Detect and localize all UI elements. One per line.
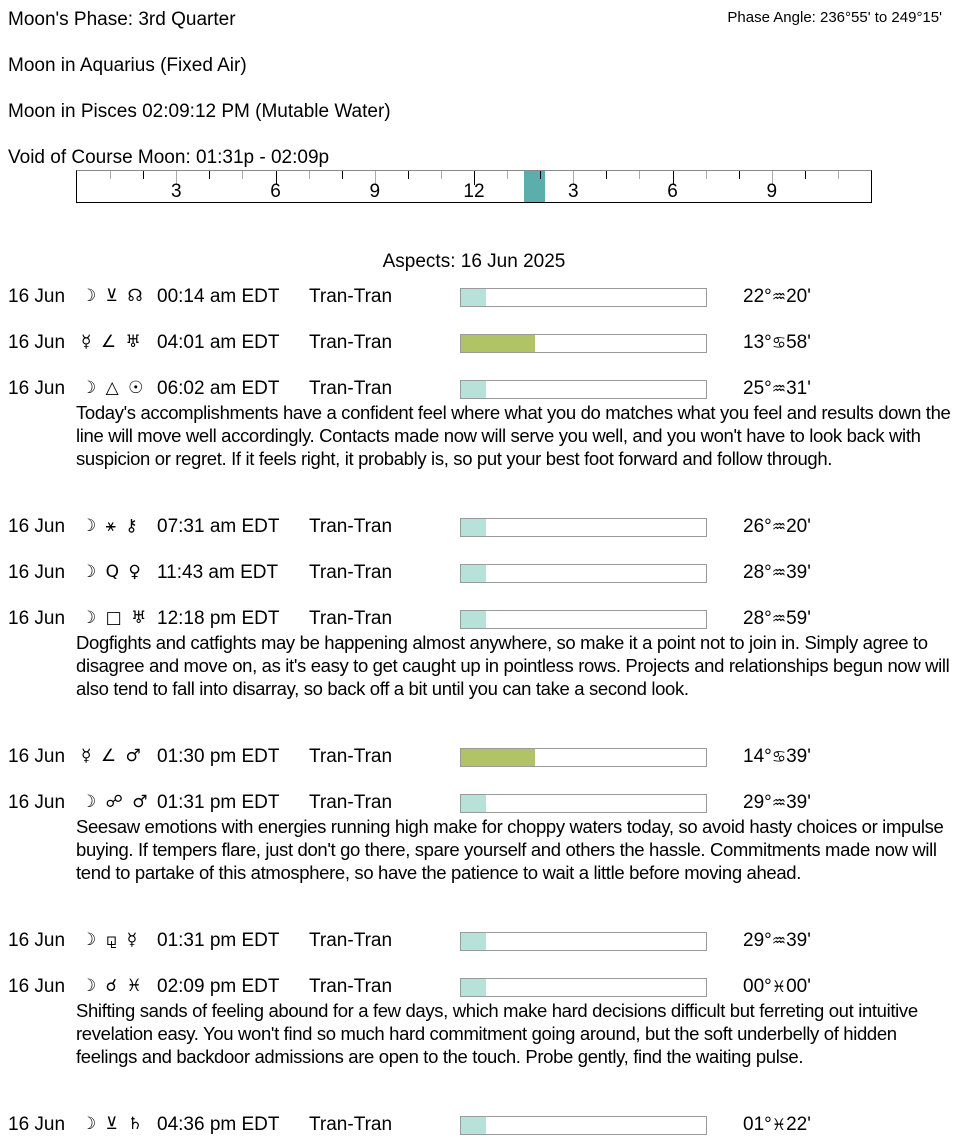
timeline-hour-label: 12 (463, 181, 485, 202)
position-degree: 26° (743, 516, 772, 537)
aspect-type: Tran-Tran (309, 378, 393, 399)
aspect-strength-bar (460, 932, 707, 951)
position-degree: 29° (743, 792, 772, 813)
aspects-title: Aspects: 16 Jun 2025 (382, 251, 566, 272)
position-minute: 39' (786, 930, 811, 951)
aspect-glyphs-icon: ☽ ⊻ ♄ (81, 1114, 145, 1134)
position-minute: 39' (786, 792, 811, 813)
aspect-row (0, 746, 970, 768)
timeline-hour-label: 9 (766, 181, 778, 202)
aspect-strength-fill (461, 565, 486, 582)
aspect-time: 07:31 am EDT (157, 516, 280, 537)
aspect-time: 04:36 pm EDT (157, 1114, 280, 1135)
aspect-row (0, 286, 970, 308)
aspect-row (0, 608, 970, 630)
position-minute: 58' (786, 332, 811, 353)
aspect-position (743, 378, 811, 400)
aspect-strength-fill (461, 335, 535, 352)
timeline-tick (342, 171, 343, 179)
aspect-strength-bar (460, 518, 707, 537)
timeline-tick (739, 171, 740, 179)
aspect-interpretation: Seesaw emotions with energies running high make for choppy waters today, so avoid hasty choices or impulse buying. If tempers flare, just don't go there, spare yourself and others the hassle. Commitments made now will tend to partake of this atmosphere, so have the patience to wait a little before moving ahead. (76, 816, 944, 883)
position-minute: 20' (786, 286, 811, 307)
position-degree: 25° (743, 378, 772, 399)
aspect-time: 11:43 am EDT (157, 562, 279, 583)
aspect-strength-bar (460, 610, 707, 629)
timeline-tick (408, 171, 409, 179)
aspect-date: 16 Jun (8, 286, 66, 307)
timeline-tick (309, 171, 310, 179)
aspect-date: 16 Jun (8, 746, 66, 767)
zodiac-sign-icon: ♒ (771, 563, 787, 582)
aspect-strength-fill (461, 289, 486, 306)
timeline-hour-label: 9 (369, 181, 381, 202)
aspect-row (0, 562, 970, 584)
aspect-row (0, 332, 970, 354)
aspect-glyphs-icon: ☿ ∠ ♅ (81, 332, 143, 352)
zodiac-sign-icon: ♒ (771, 517, 787, 536)
aspect-position (743, 562, 811, 584)
zodiac-sign-icon: ♒ (771, 793, 787, 812)
aspect-time: 00:14 am EDT (157, 286, 280, 307)
zodiac-sign-icon: ♒ (771, 379, 787, 398)
position-degree: 00° (743, 976, 772, 997)
aspect-time: 01:31 pm EDT (157, 930, 280, 951)
timeline-tick (209, 171, 210, 179)
position-minute: 39' (786, 746, 811, 767)
zodiac-sign-icon: ♓ (771, 1115, 787, 1134)
aspect-time: 01:31 pm EDT (157, 792, 280, 813)
aspect-type: Tran-Tran (309, 792, 393, 813)
position-minute: 00' (786, 976, 811, 997)
aspect-row (0, 516, 970, 538)
position-degree: 22° (743, 286, 772, 307)
timeline-tick (606, 171, 607, 179)
position-degree: 28° (743, 608, 772, 629)
aspect-row (0, 792, 970, 814)
aspect-type: Tran-Tran (309, 332, 393, 353)
aspect-strength-fill (461, 979, 486, 996)
moon-sign-current: Moon in Aquarius (Fixed Air) (8, 55, 247, 76)
aspect-type: Tran-Tran (309, 976, 393, 997)
aspect-position (743, 746, 811, 768)
aspect-position (743, 608, 811, 630)
timeline-tick (507, 171, 508, 179)
aspect-type: Tran-Tran (309, 1114, 393, 1135)
aspect-position (743, 976, 811, 998)
position-degree: 01° (743, 1114, 772, 1135)
void-period-highlight (524, 171, 545, 202)
aspect-strength-fill (461, 381, 486, 398)
position-minute: 31' (786, 378, 811, 399)
zodiac-sign-icon: ♋ (771, 747, 787, 766)
aspect-strength-bar (460, 794, 707, 813)
timeline-hour-label: 3 (170, 181, 182, 202)
moon-sign-ingress: Moon in Pisces 02:09:12 PM (Mutable Water) (8, 101, 391, 122)
aspect-type: Tran-Tran (309, 746, 393, 767)
position-minute: 20' (786, 516, 811, 537)
timeline-tick (838, 171, 839, 179)
aspect-date: 16 Jun (8, 1114, 66, 1135)
aspect-position (743, 286, 811, 308)
aspect-date: 16 Jun (8, 562, 66, 583)
aspect-position (743, 332, 811, 354)
void-of-course-timeline (76, 170, 872, 203)
aspect-type: Tran-Tran (309, 930, 393, 951)
aspect-strength-fill (461, 611, 486, 628)
aspect-date: 16 Jun (8, 332, 66, 353)
timeline-tick (110, 171, 111, 179)
aspect-time: 01:30 pm EDT (157, 746, 280, 767)
timeline-hour-label: 6 (270, 181, 281, 202)
position-degree: 13° (743, 332, 772, 353)
aspect-strength-bar (460, 748, 707, 767)
zodiac-sign-icon: ♓ (771, 977, 787, 996)
aspect-type: Tran-Tran (309, 286, 393, 307)
moon-phase: Moon's Phase: 3rd Quarter (8, 9, 236, 30)
phase-angle: Phase Angle: 236°55' to 249°15' (727, 9, 942, 26)
aspect-strength-bar (460, 380, 707, 399)
aspect-interpretation: Today's accomplishments have a confident feel where what you do matches what you feel and results down the line will move well accordingly. Contacts made now will serve you well, and you won't have to look back with suspicion or regret. If it feels right, it probably is, so put your best foot forward and follow through. (76, 402, 951, 469)
aspect-time: 12:18 pm EDT (157, 608, 280, 629)
aspect-glyphs-icon: ☽ △ ☉ (81, 378, 146, 398)
zodiac-sign-icon: ♋ (771, 333, 787, 352)
position-degree: 14° (743, 746, 772, 767)
zodiac-sign-icon: ♒ (771, 931, 787, 950)
aspect-date: 16 Jun (8, 378, 66, 399)
timeline-tick (540, 171, 541, 179)
zodiac-sign-icon: ♒ (771, 287, 787, 306)
aspect-strength-fill (461, 519, 486, 536)
aspect-time: 02:09 pm EDT (157, 976, 280, 997)
timeline-tick (805, 171, 806, 179)
timeline-tick (706, 171, 707, 179)
aspect-type: Tran-Tran (309, 562, 393, 583)
timeline-hour-label: 3 (567, 181, 579, 202)
timeline-tick (242, 171, 243, 179)
void-of-course: Void of Course Moon: 01:31p - 02:09p (8, 147, 330, 168)
aspect-position (743, 930, 811, 952)
aspect-date: 16 Jun (8, 976, 66, 997)
aspect-strength-bar (460, 564, 707, 583)
aspect-glyphs-icon: ☽ ⚹ ⚷ (81, 516, 140, 536)
timeline-tick (639, 171, 640, 179)
position-minute: 22' (786, 1114, 811, 1135)
aspect-row (0, 1114, 970, 1136)
position-minute: 39' (786, 562, 811, 583)
zodiac-sign-icon: ♒ (771, 609, 787, 628)
aspect-glyphs-icon: ☽ Q ♀ (81, 562, 143, 582)
position-degree: 29° (743, 930, 772, 951)
aspect-strength-fill (461, 795, 486, 812)
aspect-interpretation: Shifting sands of feeling abound for a few days, which make hard decisions difficult but ferreting out intuitive revelation easy. You won't find so much hard commitment going around, but the soft underbelly of hidden feelings and backdoor admissions are open to the touch. Probe gently, find the waiting pulse. (76, 1000, 918, 1067)
timeline-tick (143, 171, 144, 179)
aspect-time: 04:01 am EDT (157, 332, 280, 353)
timeline-tick (441, 171, 442, 179)
aspect-date: 16 Jun (8, 608, 66, 629)
aspect-glyphs-icon: ☽ ⚼ ☿ (81, 930, 140, 950)
aspect-type: Tran-Tran (309, 608, 393, 629)
aspect-strength-bar (460, 288, 707, 307)
aspect-position (743, 1114, 811, 1136)
aspect-date: 16 Jun (8, 930, 66, 951)
aspect-type: Tran-Tran (309, 516, 393, 537)
aspect-date: 16 Jun (8, 516, 66, 537)
aspect-glyphs-icon: ☽ ⊻ ☊ (81, 286, 145, 306)
position-minute: 59' (786, 608, 811, 629)
aspect-position (743, 792, 811, 814)
aspect-row (0, 976, 970, 998)
aspect-time: 06:02 am EDT (157, 378, 280, 399)
aspect-row (0, 378, 970, 400)
aspect-date: 16 Jun (8, 792, 66, 813)
aspect-glyphs-icon: ☽ □ ♅ (81, 608, 149, 628)
aspect-glyphs-icon: ☽ ☍ ♂ (81, 792, 150, 812)
position-degree: 28° (743, 562, 772, 583)
aspect-strength-fill (461, 933, 486, 950)
aspect-glyphs-icon: ☽ ☌ ♓ (81, 976, 144, 996)
aspect-strength-fill (461, 1117, 486, 1134)
aspect-position (743, 516, 811, 538)
aspect-strength-bar (460, 334, 707, 353)
aspect-row (0, 930, 970, 952)
aspect-glyphs-icon: ☿ ∠ ♂ (81, 746, 143, 766)
aspect-interpretation: Dogfights and catfights may be happening almost anywhere, so make it a point not to join in. Simply agree to disagree and move on, as it's easy to get caught up in pointless rows. Projects and relationships begun now will also tend to fall into disarray, so back off a bit until you can take a second look. (76, 632, 950, 699)
aspect-strength-bar (460, 978, 707, 997)
aspect-strength-bar (460, 1116, 707, 1135)
aspect-strength-fill (461, 749, 535, 766)
timeline-hour-label: 6 (667, 181, 678, 202)
